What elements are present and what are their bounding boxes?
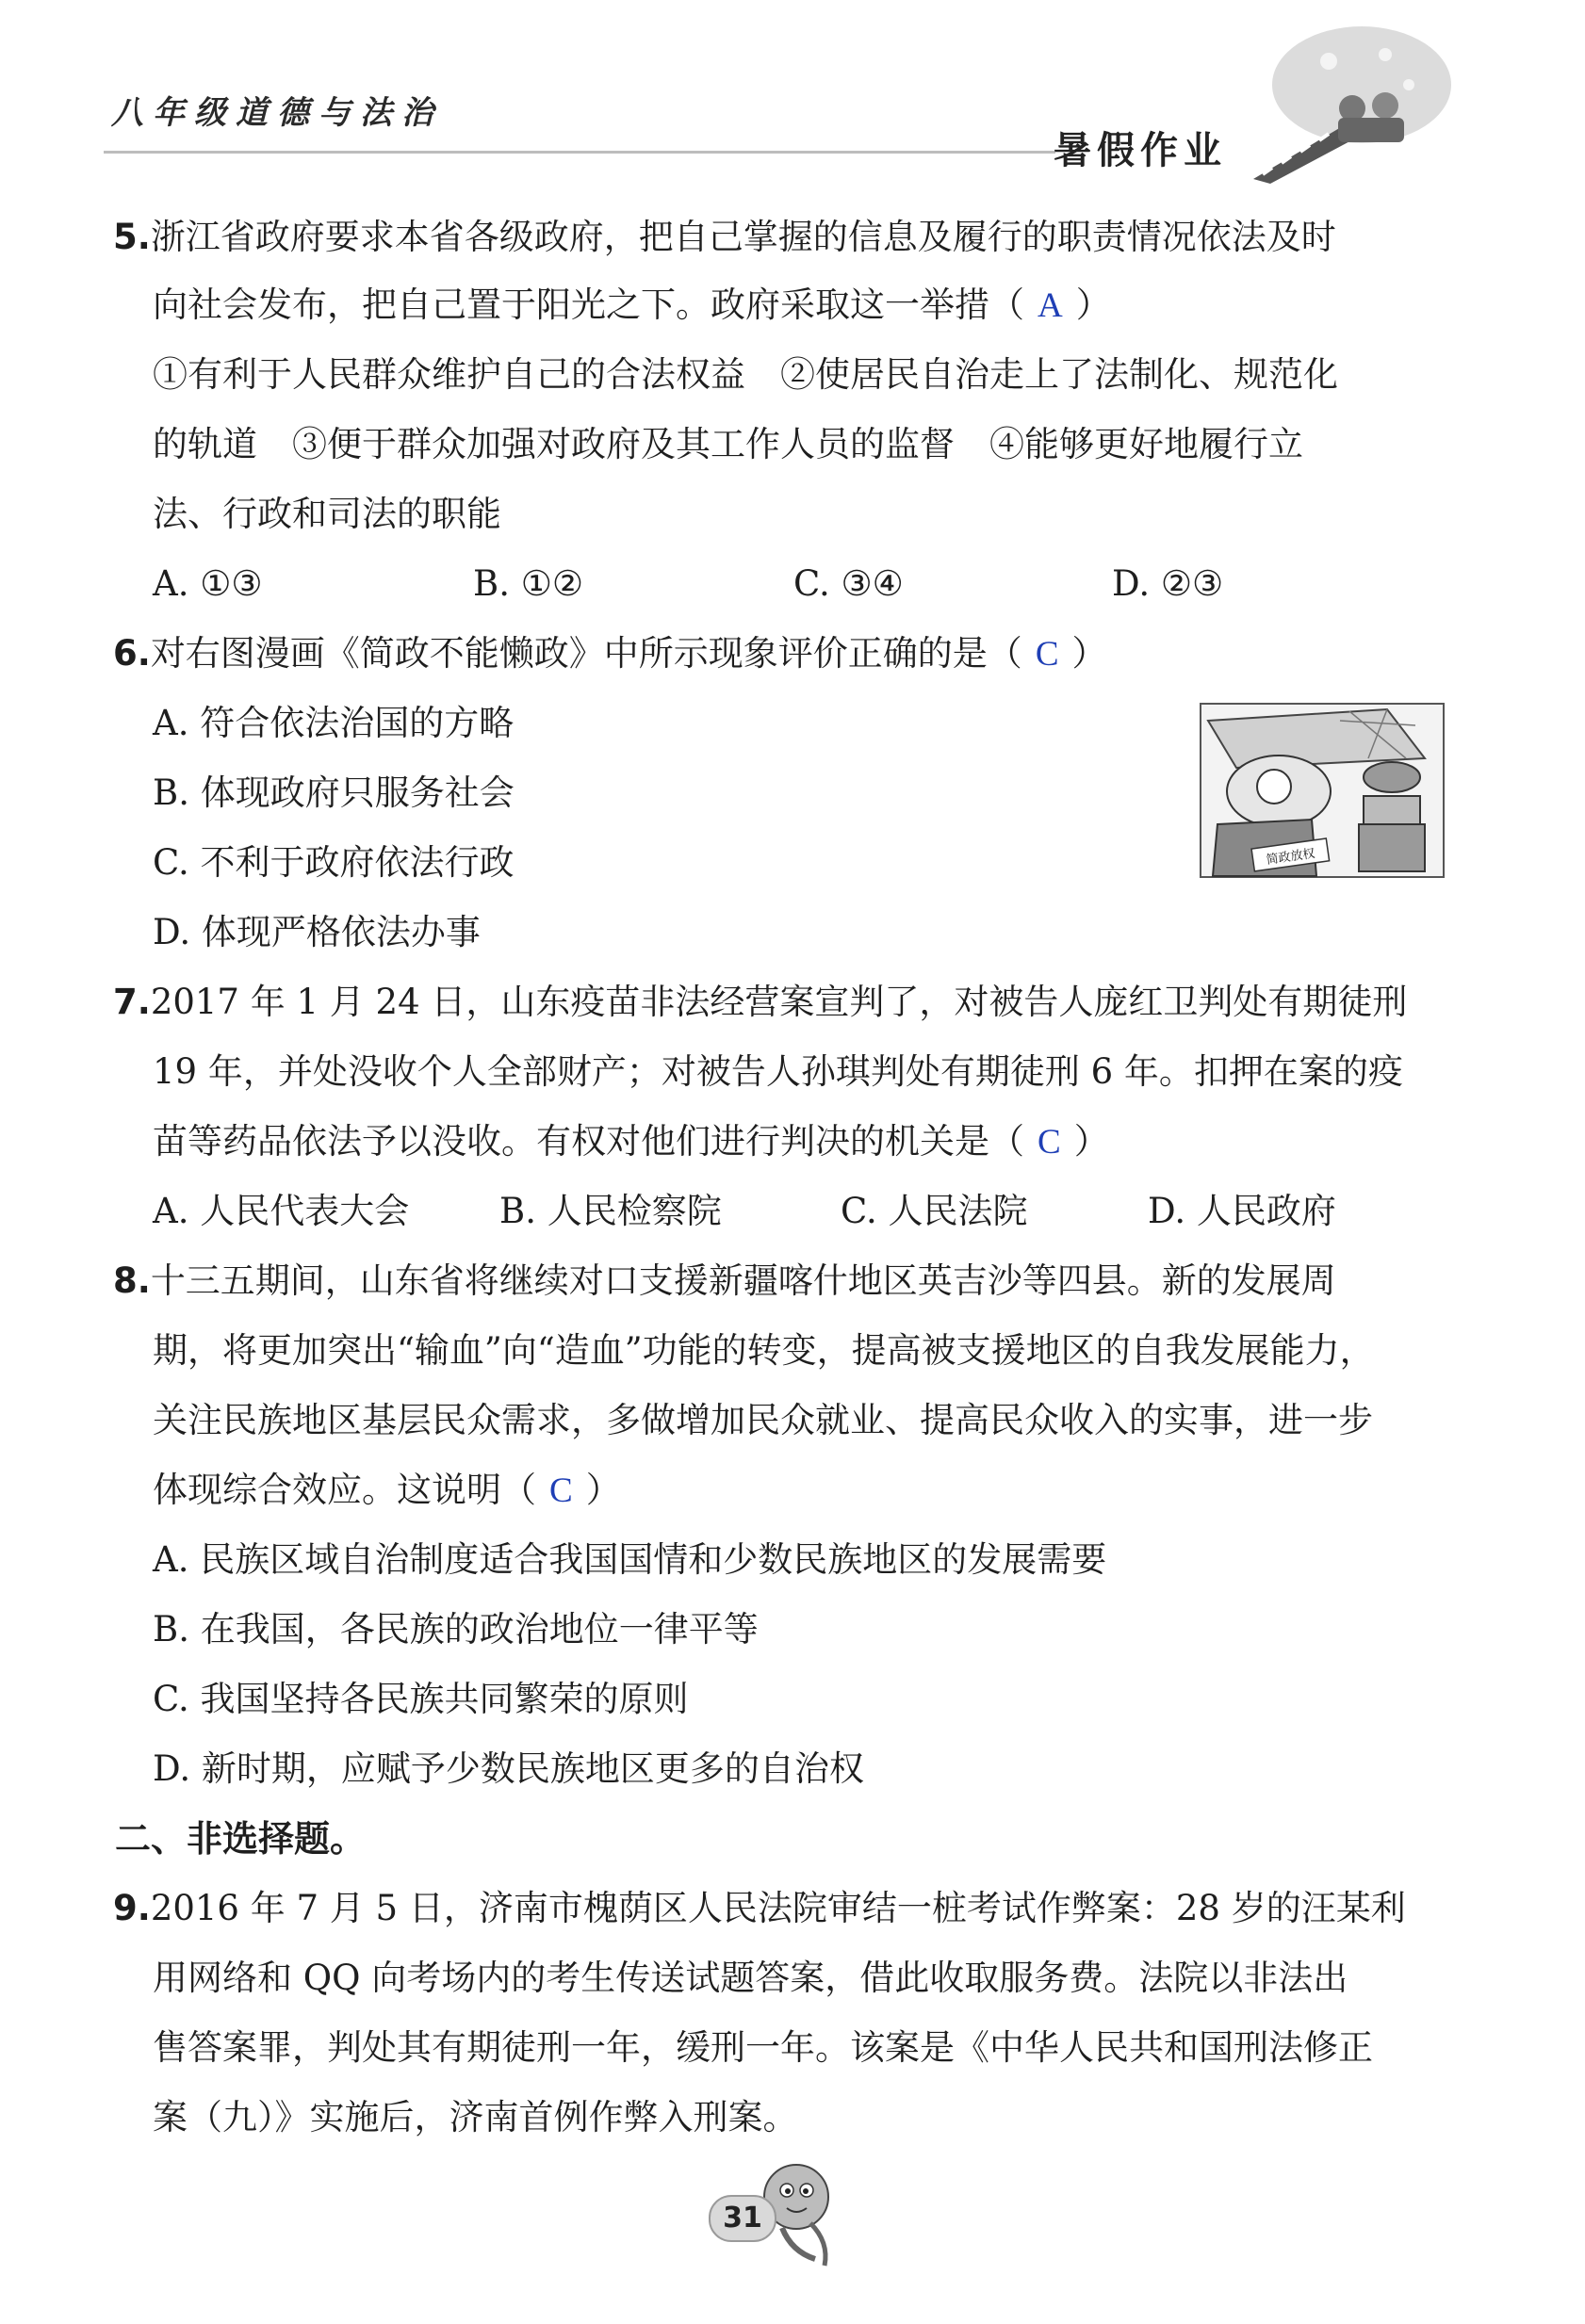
q6-number: 6. bbox=[113, 633, 151, 674]
q8-stem-line3: 关注民族地区基层民众需求，多做增加民众就业、提高民众收入的实事，进一步 bbox=[153, 1400, 1373, 1440]
header-illustration bbox=[1244, 19, 1461, 184]
q7-stem-text1: 2017 年 1 月 24 日，山东疫苗非法经营案宣判了，对被告人庞红卫判处有期徒刑 bbox=[150, 982, 1408, 1022]
q8-number: 8. bbox=[113, 1260, 151, 1301]
q8-stem-line4 bbox=[153, 1470, 621, 1512]
q9-stem-line1 bbox=[113, 1888, 1406, 1929]
q5-statement-line1: ①有利于人民群众维护自己的合法权益 ②使居民自治走上了法制化、规范化 bbox=[153, 354, 1338, 395]
header-rule bbox=[104, 151, 1055, 154]
cartoon-sign-text: 简政放权 bbox=[1265, 846, 1316, 868]
q5-number: 5. bbox=[113, 217, 151, 257]
q9-stem-line3: 售答案罪，判处其有期徒刑一年，缓刑一年。该案是《中华人民共和国刑法修正 bbox=[153, 2027, 1373, 2068]
q7-stem-line2: 19 年，并处没收个人全部财产；对被告人孙琪判处有期徒刑 6 年。扣押在案的疫 bbox=[153, 1051, 1403, 1092]
q5-stem-line1 bbox=[113, 217, 1336, 258]
q6-answer: C bbox=[1035, 635, 1059, 674]
q7-paren-close: ） bbox=[1073, 1121, 1109, 1162]
section-non-choice-title: 二、非选择题。 bbox=[115, 1818, 367, 1860]
q5-answer: A bbox=[1038, 286, 1063, 325]
q7-option-c: C. 人民法院 bbox=[841, 1191, 1028, 1231]
q8-option-b: B. 在我国，各民族的政治地位一律平等 bbox=[153, 1609, 759, 1650]
workbook-title: 暑假作业 bbox=[1054, 129, 1227, 172]
q8-stem-text4: 体现综合效应。这说明（ bbox=[153, 1470, 536, 1510]
q9-stem-line4: 案（九）》实施后，济南首例作弊入刑案。 bbox=[153, 2097, 798, 2137]
q7-answer: C bbox=[1038, 1123, 1061, 1162]
q9-number: 9. bbox=[113, 1888, 151, 1928]
book-title: 八年级道德与法治 bbox=[111, 94, 443, 132]
q7-option-a: A. 人民代表大会 bbox=[153, 1191, 410, 1231]
q8-option-d: D. 新时期，应赋予少数民族地区更多的自治权 bbox=[153, 1748, 864, 1789]
q6-stem bbox=[113, 633, 1107, 675]
q7-stem-line1 bbox=[113, 982, 1407, 1023]
q6-option-c: C. 不利于政府依法行政 bbox=[153, 842, 515, 883]
q5-statement-line3: 法、行政和司法的职能 bbox=[153, 494, 501, 534]
q6-stem-text: 对右图漫画《简政不能懒政》中所示现象评价正确的是（ bbox=[150, 633, 1022, 674]
q8-stem-line1 bbox=[113, 1260, 1336, 1302]
q6-paren-close: ） bbox=[1071, 633, 1107, 674]
cartoon-lazy-government bbox=[1199, 702, 1446, 879]
q6-option-d: D. 体现严格依法办事 bbox=[153, 912, 481, 952]
q5-option-d: D. ②③ bbox=[1112, 563, 1224, 604]
q5-stem-line2 bbox=[153, 284, 1111, 327]
q5-paren-close: ） bbox=[1075, 284, 1111, 325]
q7-option-b: B. 人民检察院 bbox=[499, 1191, 722, 1231]
q8-option-a: A. 民族区域自治制度适合我国国情和少数民族地区的发展需要 bbox=[153, 1539, 1107, 1580]
q5-option-c: C. ③④ bbox=[793, 563, 904, 604]
page-number: 31 bbox=[709, 2195, 776, 2242]
q8-paren-close: ） bbox=[585, 1470, 621, 1510]
q8-stem-text1: 十三五期间，山东省将继续对口支援新疆喀什地区英吉沙等四县。新的发展周 bbox=[150, 1260, 1336, 1301]
q5-stem-text2: 向社会发布，把自己置于阳光之下。政府采取这一举措（ bbox=[153, 284, 1024, 325]
q6-option-a: A. 符合依法治国的方略 bbox=[153, 703, 515, 743]
q8-stem-line2: 期，将更加突出“输血”向“造血”功能的转变，提高被支援地区的自我发展能力， bbox=[153, 1330, 1375, 1371]
q5-stem-text1: 浙江省政府要求本省各级政府，把自己掌握的信息及履行的职责情况依法及时 bbox=[150, 217, 1336, 257]
q8-option-c: C. 我国坚持各民族共同繁荣的原则 bbox=[153, 1679, 689, 1719]
q7-stem-text3: 苗等药品依法予以没收。有权对他们进行判决的机关是（ bbox=[153, 1121, 1024, 1162]
q7-option-d: D. 人民政府 bbox=[1148, 1191, 1336, 1231]
q6-option-b: B. 体现政府只服务社会 bbox=[153, 772, 515, 813]
q7-number: 7. bbox=[113, 982, 151, 1022]
q8-answer: C bbox=[549, 1471, 573, 1510]
q7-stem-line3 bbox=[153, 1121, 1109, 1163]
q5-option-b: B. ①② bbox=[473, 563, 584, 604]
q9-stem-line2: 用网络和 QQ 向考场内的考生传送试题答案，借此收取服务费。法院以非法出 bbox=[153, 1958, 1348, 1998]
q5-statement-line2: 的轨道 ③便于群众加强对政府及其工作人员的监督 ④能够更好地履行立 bbox=[153, 424, 1303, 464]
q9-stem-text1: 2016 年 7 月 5 日，济南市槐荫区人民法院审结一桩考试作弊案：28 岁的汪某利 bbox=[150, 1888, 1406, 1928]
q5-option-a: A. ①③ bbox=[153, 563, 263, 604]
